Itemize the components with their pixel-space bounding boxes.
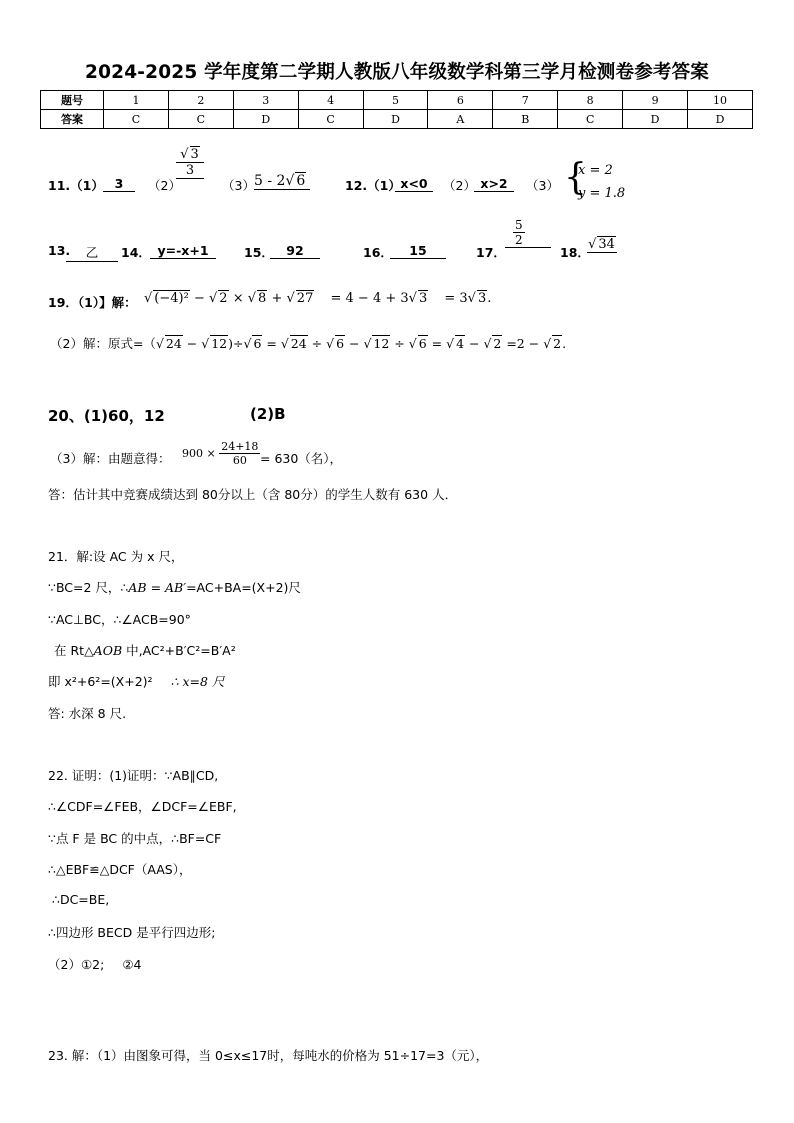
q12-label: 12.（1）: [345, 178, 401, 193]
q11-answer-1: 3: [103, 176, 135, 192]
q16-answer: 15: [390, 243, 446, 259]
sqrt-symbol: √: [588, 237, 597, 252]
q17-numerator: 5: [515, 218, 523, 232]
q12-part-3: （3）: [526, 178, 559, 193]
table-cell: 答案: [41, 110, 104, 129]
q23-line-1: 23. 解：（1）由图象可得，当 0≤x≤17时，每吨水的价格为 51÷17=3（元），: [48, 1048, 489, 1063]
q20-line-3-end: = 630（名），: [260, 451, 343, 466]
sqrt-symbol: √: [285, 173, 295, 189]
q14-answer: y=-x+1: [150, 243, 216, 259]
table-cell: D: [688, 110, 753, 129]
answer-table: [40, 90, 753, 129]
q14-label: 14．: [121, 245, 151, 260]
q21-line-1: 21．解:设 AC 为 x 尺，: [48, 549, 184, 564]
q22-line-5: ∴DC=BE,: [52, 892, 110, 907]
q21-line-3: ∵AC⊥BC，∴∠ACB=90°: [48, 612, 191, 627]
table-cell: C: [298, 110, 363, 129]
q21-line-5: 即 x²+6²=(X+2)² ∴ x=8 尺: [48, 674, 225, 689]
q12-part-2: （2）: [443, 178, 476, 193]
q20-formula: 900 × $\frac{24+18}{60}$: [182, 440, 259, 467]
table-cell: C: [168, 110, 233, 129]
q11-a2-denominator: 3: [176, 162, 204, 178]
page-title: 2024-2025 学年度第二学期人教版八年级数学科第三学月检测卷参考答案: [85, 62, 709, 83]
q22-line-7: （2）①2; ②4: [48, 957, 142, 972]
q22-line-3: ∵点 F 是 BC 的中点，∴BF=CF: [48, 831, 222, 846]
q22-line-1: 22. 证明：(1)证明：∵AB∥CD,: [48, 768, 219, 783]
table-cell: A: [428, 110, 493, 129]
q19-line-2: （2）解：原式=（√ 24 − √ 12)÷√ 6 = √ 24 ÷ √ 6 − √ 12 ÷ √ 6 = √ 4 − √ 2 =2 − √ 2.: [50, 336, 567, 351]
q20-line-3: （3）解：由题意得：: [50, 451, 171, 466]
q12-system-eq1: x = 2: [578, 163, 613, 178]
q22-line-6: ∴四边形 BECD 是平行四边形;: [48, 925, 216, 940]
q17-denominator: 2: [515, 233, 523, 247]
sqrt-symbol: √: [180, 147, 189, 162]
q11-answer-2: [176, 146, 204, 179]
q11-a3-prefix: 5 - 2: [254, 173, 286, 189]
q12-system-eq2: y = 1.8: [578, 186, 626, 201]
table-cell: 5: [363, 91, 428, 110]
q19-label: 19．（1）】解：: [48, 295, 137, 310]
q17-label: 17．: [476, 245, 506, 260]
table-answer-row: [41, 110, 753, 129]
table-cell: C: [104, 110, 169, 129]
table-cell: B: [493, 110, 558, 129]
table-cell: 1: [104, 91, 169, 110]
q18-label: 18．: [560, 245, 590, 260]
table-cell: D: [363, 110, 428, 129]
table-cell: 7: [493, 91, 558, 110]
q21-line-4: 在 Rt△AOB 中,AC²+B′C²=B′A²: [54, 643, 236, 658]
q11-a2-radicand: 3: [190, 147, 199, 162]
q22-line-2: ∴∠CDF=∠FEB，∠DCF=∠EBF,: [48, 799, 237, 814]
q15-label: 15．: [244, 245, 274, 260]
q12-answer-1: x<0: [395, 176, 433, 192]
table-cell: 4: [298, 91, 363, 110]
q16-label: 16．: [363, 245, 393, 260]
q11-a3-radicand: 6: [296, 173, 306, 189]
table-cell: 6: [428, 91, 493, 110]
q15-answer: 92: [270, 243, 320, 259]
q21-line-6: 答: 水深 8 尺.: [48, 706, 127, 721]
q13-label: 13.: [48, 243, 71, 258]
q20-line-1b: (2)B: [250, 405, 286, 423]
q11-part-2: （2）: [148, 178, 181, 193]
q22-line-4: ∴△EBF≌△DCF（AAS），: [48, 862, 192, 877]
q17-answer: [505, 218, 551, 248]
table-cell: 9: [623, 91, 688, 110]
q18-answer: √ 34: [587, 236, 617, 253]
table-cell: D: [623, 110, 688, 129]
q11-answer-3: [254, 172, 310, 190]
table-cell: 10: [688, 91, 753, 110]
q12-answer-2: x>2: [474, 176, 514, 192]
table-cell: 题号: [41, 91, 104, 110]
table-cell: 2: [168, 91, 233, 110]
q11-part-3: （3）: [222, 178, 255, 193]
table-header-row: [41, 91, 753, 110]
q19-line-1: √ (−4)² − √ 2 × √ 8 + √ 27 = 4 − 4 + 3√ 3 = 3√ 3.: [144, 291, 492, 306]
table-cell: 3: [233, 91, 298, 110]
q11-label: 11.（1）: [48, 178, 104, 193]
q13-answer: 乙: [66, 243, 118, 262]
table-cell: C: [558, 110, 623, 129]
table-cell: 8: [558, 91, 623, 110]
q21-line-2: ∵BC=2 尺，∴AB = AB′=AC+BA=(X+2)尺: [48, 580, 301, 595]
q20-line-1: 20、(1)60，12: [48, 407, 165, 425]
q20-line-4: 答：估计其中竞赛成绩达到 80分以上（含 80分）的学生人数有 630 人．: [48, 487, 458, 502]
brace-icon: {: [564, 157, 587, 198]
table-cell: D: [233, 110, 298, 129]
